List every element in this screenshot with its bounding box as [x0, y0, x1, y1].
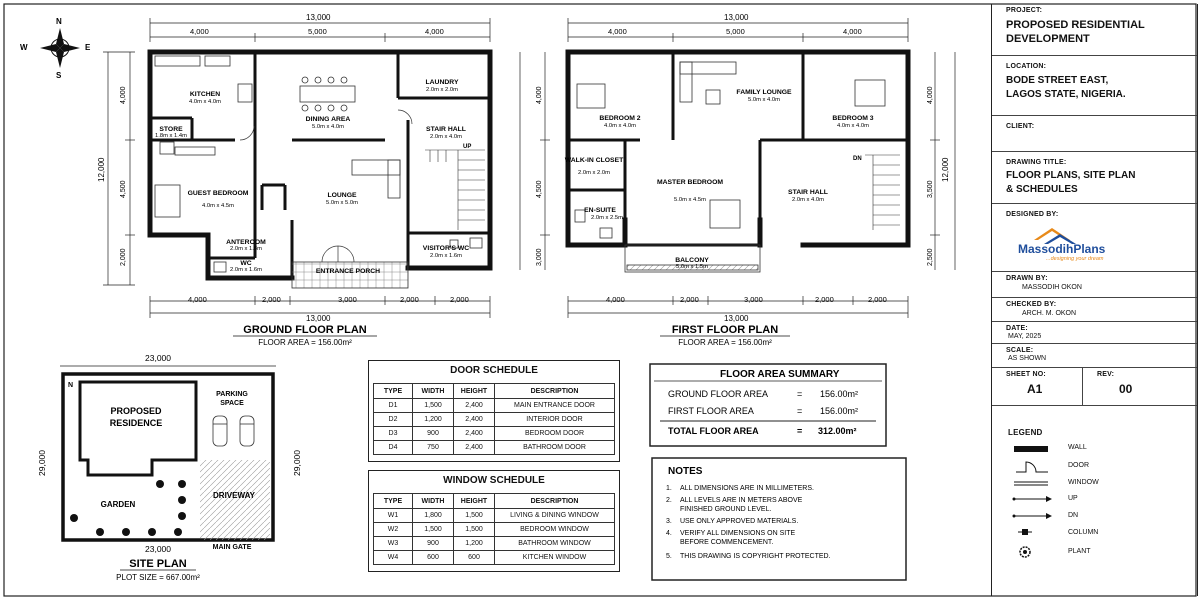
- door-d1-type: D1: [374, 399, 413, 413]
- window-col-width: WIDTH: [413, 494, 454, 509]
- tb-rev-label: REV:: [1097, 371, 1115, 378]
- door-d1-width: 1,500: [413, 399, 454, 413]
- window-w1-desc: LIVING & DINING WINDOW: [495, 509, 615, 523]
- window-w2-width: 1,500: [413, 523, 454, 537]
- ff-room-master-bedroom: MASTER BEDROOM: [656, 179, 724, 186]
- table-row: [374, 551, 615, 565]
- door-d2-type: D2: [374, 413, 413, 427]
- notes-title: NOTES: [668, 466, 703, 477]
- ff-size-family-lounge: 5.0m x 4.0m: [748, 97, 780, 103]
- window-w3-type: W3: [374, 537, 413, 551]
- window-w1-height: 1,500: [454, 509, 495, 523]
- gf-size-store: 1.8m x 1.4m: [155, 133, 187, 139]
- summary-first-label: FIRST FLOOR AREA: [668, 406, 754, 416]
- table-row: [374, 413, 615, 427]
- tb-sheet-label: SHEET NO:: [1006, 371, 1046, 378]
- tb-logo-tagline: ...designing your dream: [1046, 256, 1104, 262]
- door-d4-width: 750: [413, 441, 454, 455]
- ff-size-bedroom-3: 4.0m x 4.0m: [837, 123, 869, 129]
- ff-room-bedroom-3: BEDROOM 3: [832, 115, 874, 122]
- floor-area-summary: [650, 364, 886, 446]
- table-row: [374, 427, 615, 441]
- gf-room-guest-bedroom: GUEST BEDROOM: [187, 190, 249, 197]
- tb-location-line-2: LAGOS STATE, NIGERIA.: [1006, 89, 1126, 100]
- site-left-dim: 29,000: [37, 450, 47, 476]
- ff-right-total: 12,000: [941, 157, 950, 182]
- tb-legend: [992, 406, 1197, 596]
- compass-rose: [20, 17, 91, 80]
- tb-drawn-label: DRAWN BY:: [1006, 275, 1048, 282]
- legend-symbols: [992, 406, 1197, 596]
- gf-room-dining: DINING AREA: [305, 116, 351, 123]
- gf-left-dim-3: 2,000: [120, 248, 127, 266]
- ff-room-family-lounge: FAMILY LOUNGE: [736, 89, 792, 96]
- tb-checked-value: ARCH. M. OKON: [1022, 310, 1077, 317]
- door-d3-desc: BEDROOM DOOR: [495, 427, 615, 441]
- tb-location-label: LOCATION:: [1006, 63, 1047, 70]
- ff-room-balcony: BALCONY: [675, 257, 709, 264]
- window-schedule: [368, 470, 620, 572]
- window-w4-type: W4: [374, 551, 413, 565]
- tb-checked-by: [992, 298, 1197, 322]
- ff-top-dim-3: 4,000: [843, 27, 862, 36]
- tb-scale-label: SCALE:: [1006, 347, 1034, 354]
- door-schedule-title: DOOR SCHEDULE: [450, 365, 538, 376]
- note-5-line-1: THIS DRAWING IS COPYRIGHT PROTECTED.: [680, 553, 831, 560]
- note-4-line-1: VERIFY ALL DIMENSIONS ON SITE: [680, 530, 796, 537]
- gf-size-stair-hall: 2.0m x 4.0m: [430, 134, 462, 140]
- tb-date: [992, 322, 1197, 344]
- ff-size-bedroom-2: 4.0m x 4.0m: [604, 123, 636, 129]
- tb-project-line-1: PROPOSED RESIDENTIAL: [1006, 19, 1145, 31]
- window-w2-type: W2: [374, 523, 413, 537]
- gf-left-total: 12,000: [97, 157, 106, 182]
- tb-rev: [1083, 368, 1197, 405]
- door-d2-height: 2,400: [454, 413, 495, 427]
- legend-dn-label: DN: [1068, 512, 1079, 519]
- compass-s: S: [56, 71, 62, 80]
- door-col-width: WIDTH: [413, 384, 454, 399]
- note-3-num: 3.: [666, 518, 672, 525]
- site-residence-line1: PROPOSED: [110, 406, 162, 416]
- tb-scale: [992, 344, 1197, 368]
- gf-room-anteroom: ANTEROOM: [226, 239, 266, 246]
- ff-left-dim-3: 3,000: [536, 248, 543, 266]
- window-icon: [1014, 482, 1048, 485]
- legend-plant-label: PLANT: [1068, 548, 1091, 555]
- gf-size-visitors-wc: 2.0m x 1.6m: [430, 253, 462, 259]
- ff-plan-title: FIRST FLOOR PLAN: [671, 324, 779, 336]
- gf-room-lounge: LOUNGE: [327, 192, 357, 199]
- gf-bottom-total: 13,000: [306, 314, 331, 323]
- window-w4-desc: KITCHEN WINDOW: [495, 551, 615, 565]
- site-garden-label: GARDEN: [100, 500, 136, 509]
- window-w1-width: 1,800: [413, 509, 454, 523]
- ff-top-dim-2: 5,000: [726, 27, 745, 36]
- door-d2-desc: INTERIOR DOOR: [495, 413, 615, 427]
- site-gate-label: MAIN GATE: [212, 544, 252, 551]
- ff-room-bedroom-2: BEDROOM 2: [599, 115, 641, 122]
- gf-room-kitchen: KITCHEN: [189, 91, 221, 98]
- door-d3-type: D3: [374, 427, 413, 441]
- tb-project: [992, 4, 1197, 56]
- site-right-dim: 29,000: [292, 450, 302, 476]
- gf-bottom-dim-1: 4,000: [188, 295, 207, 304]
- door-d4-desc: BATHROOM DOOR: [495, 441, 615, 455]
- note-2-num: 2.: [666, 497, 672, 504]
- legend-wall-label: WALL: [1068, 444, 1087, 451]
- summary-ground-value: 156.00m²: [820, 389, 859, 399]
- ff-bottom-dim-3: 3,000: [744, 295, 763, 304]
- gf-size-wc: 2.0m x 1.6m: [230, 267, 262, 273]
- door-d1-desc: MAIN ENTRANCE DOOR: [495, 399, 615, 413]
- tb-date-value: MAY, 2025: [1008, 333, 1042, 340]
- tb-location-line-1: BODE STREET EAST,: [1006, 75, 1109, 86]
- compass-w: W: [20, 43, 28, 52]
- gf-size-anteroom: 2.0m x 1.8m: [230, 246, 262, 252]
- tb-legend-title: LEGEND: [1008, 428, 1043, 437]
- gf-porch-floor: [292, 262, 408, 288]
- gf-room-visitors-wc: VISITOR'S WC: [422, 245, 470, 252]
- dn-arrow-icon: [1013, 513, 1053, 519]
- gf-top-dim-3: 4,000: [425, 27, 444, 36]
- door-icon: [1016, 462, 1048, 472]
- table-row: [374, 441, 615, 455]
- ff-size-en-suite: 2.0m x 2.5m: [591, 215, 623, 221]
- note-4-line-2: BEFORE COMMENCEMENT.: [680, 539, 774, 546]
- window-schedule-title: WINDOW SCHEDULE: [443, 475, 545, 486]
- tb-logo: [1006, 222, 1197, 262]
- legend-column-label: COLUMN: [1068, 529, 1099, 536]
- gf-room-stair-hall: STAIR HALL: [426, 126, 466, 133]
- door-d3-width: 900: [413, 427, 454, 441]
- gf-top-total: 13,000: [306, 13, 331, 22]
- ff-bottom-total: 13,000: [724, 314, 749, 323]
- gf-size-lounge: 5.0m x 5.0m: [326, 200, 358, 206]
- summary-title: FLOOR AREA SUMMARY: [720, 369, 840, 380]
- window-w2-desc: BEDROOM WINDOW: [495, 523, 615, 537]
- tb-designed-by: [992, 204, 1197, 272]
- ff-right-dim-3: 2,500: [927, 248, 934, 266]
- gf-bottom-dim-2: 2,000: [262, 295, 281, 304]
- gf-bottom-dim-3: 3,000: [338, 295, 357, 304]
- gf-plan-area: FLOOR AREA = 156.00m²: [258, 338, 352, 347]
- gf-top-dim-1: 4,000: [190, 27, 209, 36]
- note-1-line-1: ALL DIMENSIONS ARE IN MILLIMETERS.: [680, 485, 814, 492]
- summary-ground-label: GROUND FLOOR AREA: [668, 389, 769, 399]
- tb-project-line-2: DEVELOPMENT: [1006, 33, 1090, 45]
- window-w2-height: 1,500: [454, 523, 495, 537]
- tb-checked-label: CHECKED BY:: [1006, 301, 1057, 308]
- door-col-height: HEIGHT: [454, 384, 495, 399]
- summary-total-eq: =: [797, 426, 803, 436]
- door-schedule-table: [373, 383, 615, 455]
- door-col-desc: DESCRIPTION: [495, 384, 615, 399]
- tb-designed-label: DESIGNED BY:: [1006, 211, 1059, 218]
- summary-total-value: 312.00m²: [818, 426, 857, 436]
- site-driveway-label: DRIVEWAY: [213, 491, 255, 500]
- table-row: [374, 523, 615, 537]
- door-d4-type: D4: [374, 441, 413, 455]
- gf-left-dim-1: 4,000: [120, 86, 127, 104]
- tb-rev-value: 00: [1119, 382, 1133, 396]
- summary-total-label: TOTAL FLOOR AREA: [668, 426, 759, 436]
- tb-drawing-title-line-1: FLOOR PLANS, SITE PLAN: [1006, 170, 1136, 181]
- gf-up-label: UP: [463, 144, 472, 150]
- tb-sheet: [992, 368, 1083, 405]
- gf-size-guest-bedroom: 4.0m x 4.5m: [202, 203, 234, 209]
- site-plan-area: PLOT SIZE = 667.00m²: [116, 573, 200, 582]
- gf-bottom-dim-5: 2,000: [450, 295, 469, 304]
- legend-door-label: DOOR: [1068, 462, 1089, 469]
- notes-list: [666, 485, 831, 560]
- site-cars: [213, 416, 254, 446]
- ff-size-balcony: 5.0m x 1.5m: [676, 264, 708, 270]
- ff-left-dim-1: 4,000: [536, 86, 543, 104]
- gf-top-dim-2: 5,000: [308, 27, 327, 36]
- table-row: [374, 537, 615, 551]
- window-w3-desc: BATHROOM WINDOW: [495, 537, 615, 551]
- tb-location: [992, 56, 1197, 116]
- ff-size-stair-hall: 2.0m x 4.0m: [792, 197, 824, 203]
- site-top-dim: 23,000: [145, 353, 171, 363]
- ff-room-en-suite: EN-SUITE: [584, 207, 616, 214]
- ff-right-dim-1: 4,000: [927, 86, 934, 104]
- ff-top-dim-1: 4,000: [608, 27, 627, 36]
- window-w4-width: 600: [413, 551, 454, 565]
- window-col-desc: DESCRIPTION: [495, 494, 615, 509]
- gf-room-store: STORE: [159, 126, 183, 133]
- first-floor-plan: [520, 13, 955, 347]
- note-4-num: 4.: [666, 530, 672, 537]
- plant-icon: [1020, 547, 1030, 557]
- wall-icon: [1014, 446, 1048, 452]
- door-d2-width: 1,200: [413, 413, 454, 427]
- ff-bottom-dim-5: 2,000: [868, 295, 887, 304]
- ff-right-dim-2: 3,500: [927, 180, 934, 198]
- table-row: [374, 509, 615, 523]
- note-2-line-1: ALL LEVELS ARE IN METERS ABOVE: [680, 497, 803, 504]
- svg-text:PARKING: PARKING: [216, 391, 248, 398]
- site-north-label: N: [68, 382, 74, 389]
- tb-client: [992, 116, 1197, 152]
- note-3-line-1: USE ONLY APPROVED MATERIALS.: [680, 518, 799, 525]
- tb-date-label: DATE:: [1006, 325, 1028, 332]
- note-1-num: 1.: [666, 485, 672, 492]
- ff-furniture: [575, 62, 885, 238]
- door-d3-height: 2,400: [454, 427, 495, 441]
- ff-bottom-dim-4: 2,000: [815, 295, 834, 304]
- compass-e: E: [85, 43, 91, 52]
- tb-drawing-title-label: DRAWING TITLE:: [1006, 159, 1067, 166]
- tb-drawing-title-line-2: & SCHEDULES: [1006, 184, 1078, 195]
- ff-room-stair-hall: STAIR HALL: [788, 189, 828, 196]
- legend-window-label: WINDOW: [1068, 479, 1099, 486]
- gf-room-porch: ENTRANCE PORCH: [315, 268, 381, 275]
- ff-size-master-bedroom: 5.0m x 4.5m: [674, 197, 706, 203]
- tb-client-label: CLIENT:: [1006, 123, 1035, 130]
- site-bottom-dim: 23,000: [145, 544, 171, 554]
- gf-left-dim-2: 4,500: [120, 180, 127, 198]
- compass-n: N: [56, 17, 62, 26]
- ff-plan-area: FLOOR AREA = 156.00m²: [678, 338, 772, 347]
- gf-room-laundry: LAUNDRY: [425, 79, 459, 86]
- door-d4-height: 2,400: [454, 441, 495, 455]
- gf-room-wc: WC: [240, 260, 252, 267]
- tb-drawn-by: [992, 272, 1197, 298]
- gf-size-dining: 5.0m x 4.0m: [312, 124, 344, 130]
- tb-project-label: PROJECT:: [1006, 7, 1043, 14]
- gf-bottom-dim-4: 2,000: [400, 295, 419, 304]
- window-col-height: HEIGHT: [454, 494, 495, 509]
- summary-first-eq: =: [797, 406, 803, 416]
- notes-box: [652, 458, 906, 580]
- gf-plan-title: GROUND FLOOR PLAN: [243, 324, 367, 336]
- window-w3-height: 1,200: [454, 537, 495, 551]
- ff-bottom-dim-1: 4,000: [606, 295, 625, 304]
- door-schedule: [368, 360, 620, 462]
- title-block: [991, 4, 1198, 596]
- gf-size-kitchen: 4.0m x 4.0m: [189, 99, 221, 105]
- summary-ground-eq: =: [797, 389, 803, 399]
- tb-drawn-value: MASSODIH OKON: [1022, 284, 1082, 291]
- site-residence-line2: RESIDENCE: [109, 418, 163, 428]
- note-2-line-2: FINISHED GROUND LEVEL.: [680, 506, 772, 513]
- ff-top-total: 13,000: [724, 13, 749, 22]
- site-plan-title: SITE PLAN: [129, 558, 187, 570]
- site-plan: [37, 353, 302, 582]
- table-row: [374, 399, 615, 413]
- window-w3-width: 900: [413, 537, 454, 551]
- ff-bottom-dim-2: 2,000: [680, 295, 699, 304]
- window-w4-height: 600: [454, 551, 495, 565]
- door-col-type: TYPE: [374, 384, 413, 399]
- column-icon: [1018, 529, 1032, 535]
- note-5-num: 5.: [666, 553, 672, 560]
- window-schedule-table: [373, 493, 615, 565]
- tb-sheet-value: A1: [1027, 382, 1043, 396]
- ff-room-walk-in-closet: WALK-IN CLOSET: [564, 157, 624, 164]
- gf-size-laundry: 2.0m x 2.0m: [426, 87, 458, 93]
- tb-scale-value: AS SHOWN: [1008, 355, 1047, 362]
- window-col-type: TYPE: [374, 494, 413, 509]
- up-arrow-icon: [1013, 496, 1053, 502]
- ff-left-dim-2: 4,500: [536, 180, 543, 198]
- tb-sheet-rev: [992, 368, 1197, 406]
- door-d1-height: 2,400: [454, 399, 495, 413]
- ground-floor-plan: [97, 13, 490, 347]
- summary-first-value: 156.00m²: [820, 406, 859, 416]
- tb-drawing-title: [992, 152, 1197, 204]
- svg-text:SPACE: SPACE: [220, 400, 244, 407]
- ff-dn-label: DN: [853, 156, 862, 162]
- legend-up-label: UP: [1068, 495, 1078, 502]
- gf-stairs: [425, 150, 485, 230]
- ff-stairs: [865, 155, 900, 230]
- ff-size-walk-in-closet: 2.0m x 2.0m: [578, 170, 610, 176]
- window-w1-type: W1: [374, 509, 413, 523]
- tb-logo-name: MassodihPlans: [1018, 242, 1106, 256]
